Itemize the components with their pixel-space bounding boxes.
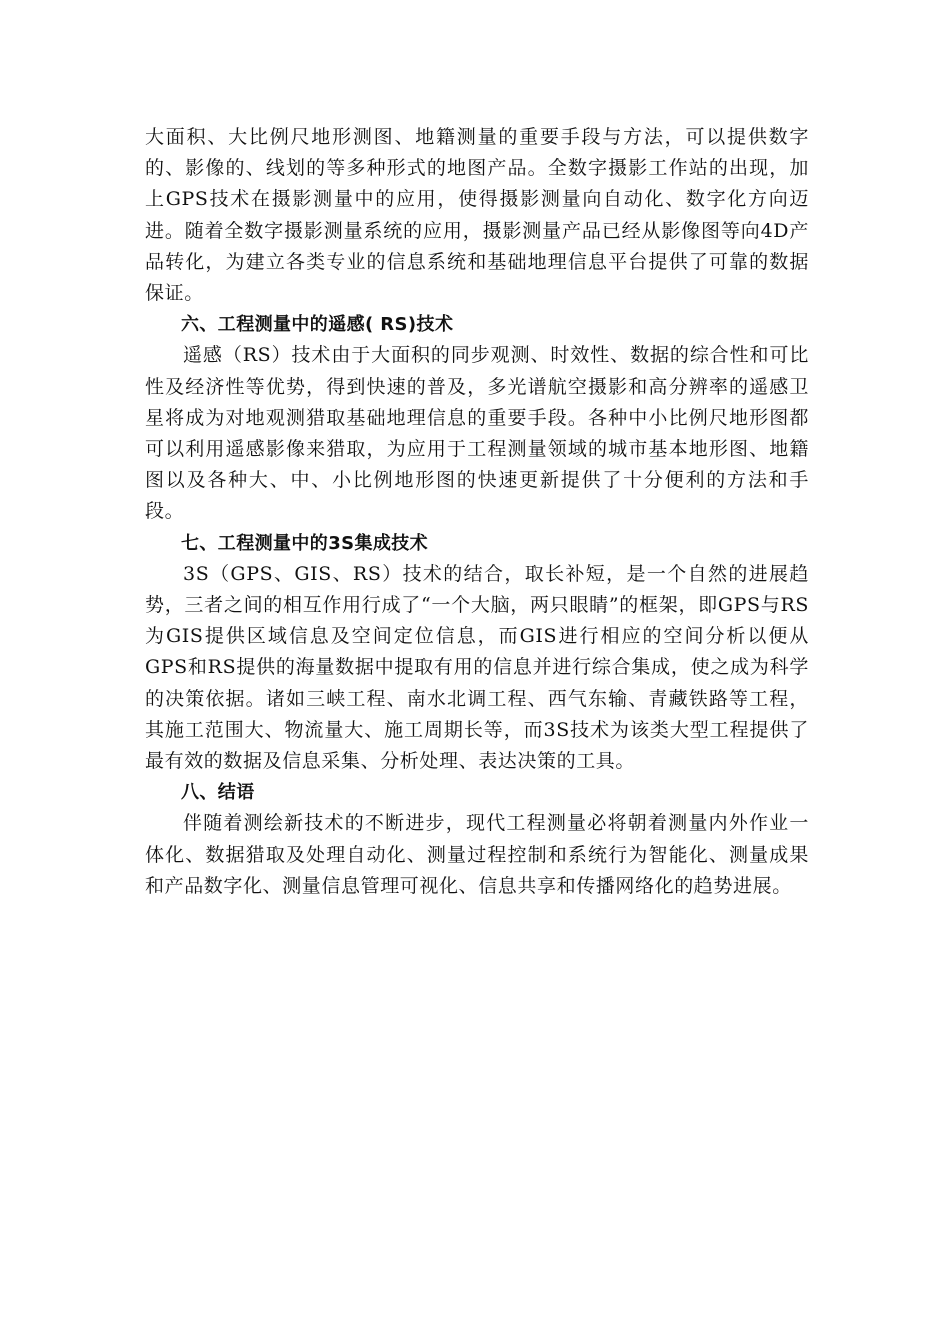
document-body <box>145 122 809 902</box>
section-body-rs: 遥感（RS）技术由于大面积的同步观测、时效性、数据的综合性和可比性及经济性等优势，得到快速的普及，多光谱航空摄影和高分辨率的遥感卫星将成为对地观测猎取基础地理信息的重要手段。各种中小比例尺地形图都可以利用遥感影像来猎取，为应用于工程测量领域的城市基本地形图、地籍图以及各种大、中、小比例地形图的快速更新提供了十分便利的方法和手段。 <box>145 344 809 523</box>
intro-paragraph: 大面积、大比例尺地形测图、地籍测量的重要手段与方法，可以提供数字的、影像的、线划的等多种形式的地图产品。全数字摄影工作站的出现，加上GPS技术在摄影测量中的应用，使得摄影测量向自动化、数字化方向迈进。随着全数字摄影测量系统的应用，摄影测量产品已经从影像图等向4D产品转化，为建立各类专业的信息系统和基础地理信息平台提供了可靠的数据保证。 <box>145 126 809 305</box>
section-heading-conclusion: 八、结语 <box>181 782 255 804</box>
section-body-3s: 3S（GPS、GIS、RS）技术的结合，取长补短，是一个自然的进展趋势，三者之间的相互作用行成了“一个大脑，两只眼睛”的框架，即GPS与RS为GIS提供区域信息及空间定位信息，而GIS进行相应的空间分析以便从GPS和RS提供的海量数据中提取有用的信息并进行综合集成，使之成为科学的决策依据。诸如三峡工程、南水北调工程、西气东输、青藏铁路等工程，其施工范围大、物流量大、施工周期长等，而3S技术为该类大型工程提供了最有效的数据及信息采集、分析处理、表达决策的工具。 <box>145 562 809 773</box>
section-heading-rs: 六、工程测量中的遥感( RS)技术 <box>181 314 454 336</box>
section-body-conclusion: 伴随着测绘新技术的不断进步，现代工程测量必将朝着测量内外作业一体化、数据猎取及处理自动化、测量过程控制和系统行为智能化、测量成果和产品数字化、测量信息管理可视化、信息共享和传播网络化的趋势进展。 <box>145 812 809 897</box>
section-heading-3s: 七、工程测量中的3S集成技术 <box>181 532 429 554</box>
